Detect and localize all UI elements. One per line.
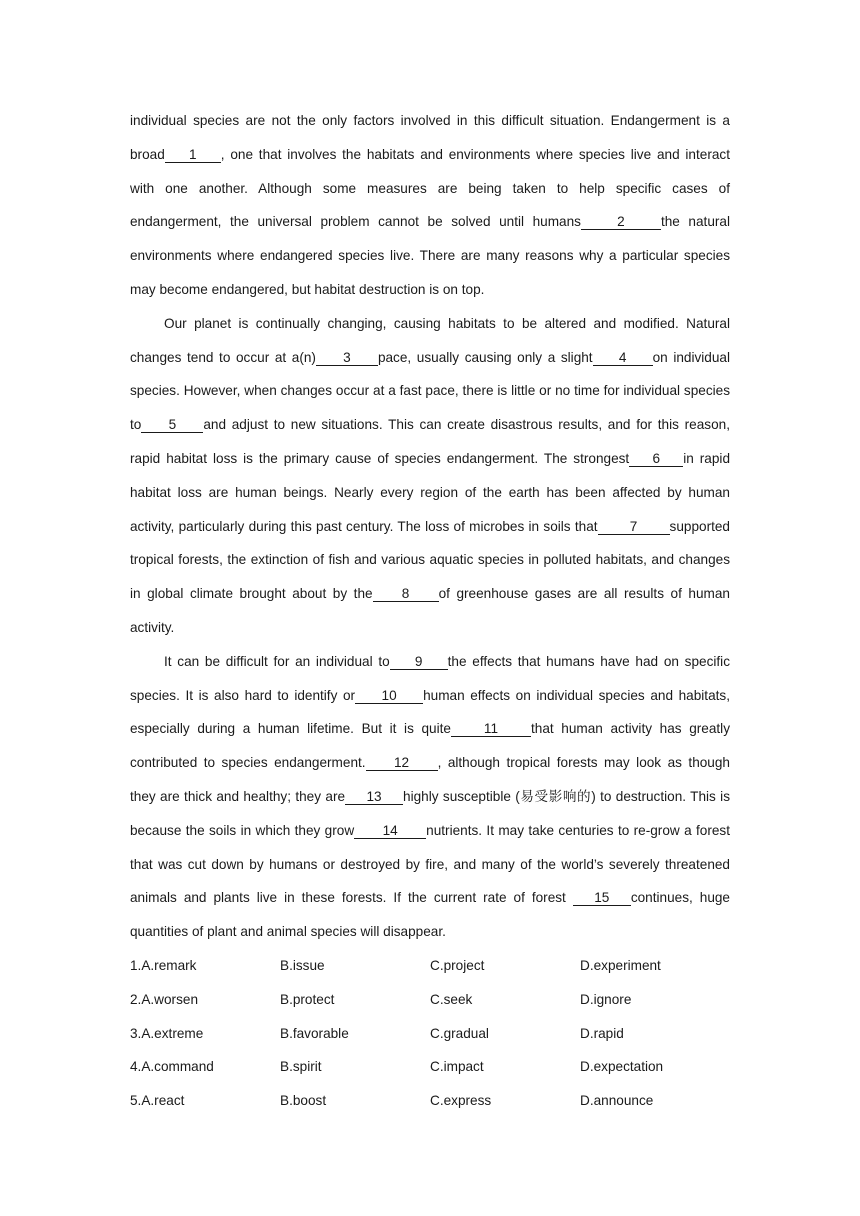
option-row-2: [130, 983, 730, 1017]
passage-text: the effects that humans have had on specific species. It is also hard to identify or: [130, 653, 730, 703]
option-choice[interactable]: 2.A.worsen: [130, 991, 199, 1007]
passage-text: human effects on individual species and habitats, especially during a human lifetime. But it is quite: [130, 687, 730, 737]
option-choice[interactable]: D.experiment: [580, 957, 661, 973]
option-row-3: [130, 1017, 730, 1051]
option-choice[interactable]: C.express: [430, 1093, 492, 1109]
passage-text: in rapid habitat loss are human beings. Nearly every region of the earth has been affected by human activity, particularly during this past century. The loss of microbes in soils that: [130, 450, 731, 534]
option-choice[interactable]: 1.A.remark: [130, 957, 197, 973]
passage-text: continues, huge quantities of plant and animal species will disappear.: [130, 890, 730, 940]
blank-1[interactable]: 1: [165, 147, 221, 163]
option-choice[interactable]: B.favorable: [280, 1025, 349, 1041]
blank-13[interactable]: 13: [345, 789, 403, 805]
blank-6[interactable]: 6: [629, 451, 683, 467]
passage-text: and adjust to new situations. This can create disastrous results, and for this reason, rapid habitat loss is the primary cause of species endangerment. The strongest: [130, 417, 730, 466]
blank-8[interactable]: 8: [373, 586, 439, 602]
option-choice[interactable]: C.impact: [430, 1059, 484, 1075]
blank-14[interactable]: 14: [354, 823, 426, 839]
option-choice[interactable]: B.issue: [280, 957, 325, 973]
passage-text: the natural environments where endangered species live. There are many reasons why a particular species may become endangered, but habitat destruction is on top.: [130, 214, 730, 297]
passage-text: , although tropical forests may look as though they are thick and healthy; they are: [130, 755, 730, 804]
blank-10[interactable]: 10: [355, 688, 423, 704]
blank-11[interactable]: 11: [451, 721, 531, 737]
blank-7[interactable]: 7: [598, 519, 670, 535]
passage-text: nutrients. It may take centuries to re-grow a forest that was cut down by humans or destroyed by fire, and many of the world’s severely threatened animals and plants live in these forests. If the current rate of forest: [130, 822, 730, 906]
option-choice[interactable]: C.project: [430, 957, 485, 973]
option-choice[interactable]: D.expectation: [580, 1059, 664, 1075]
blank-15[interactable]: 15: [573, 890, 631, 906]
passage-text: that human activity has greatly contributed to species endangerment.: [130, 721, 731, 771]
option-choice[interactable]: D.ignore: [580, 991, 632, 1007]
passage: [130, 104, 730, 949]
passage-paragraph: [130, 307, 730, 645]
option-choice[interactable]: C.seek: [430, 991, 473, 1007]
option-choice[interactable]: B.protect: [280, 991, 335, 1007]
blank-3[interactable]: 3: [316, 350, 378, 366]
passage-paragraph: [130, 104, 730, 307]
option-choice[interactable]: B.spirit: [280, 1059, 322, 1075]
option-choice[interactable]: 4.A.command: [130, 1059, 214, 1075]
blank-2[interactable]: 2: [581, 214, 661, 230]
option-choice[interactable]: C.gradual: [430, 1025, 489, 1041]
option-choice[interactable]: D.announce: [580, 1093, 654, 1109]
blank-4[interactable]: 4: [593, 350, 653, 366]
passage-text: of greenhouse gases are all results of human activity.: [130, 586, 730, 635]
passage-text: highly susceptible (易受影响的) to destruction. This is because the soils in which they grow: [130, 788, 730, 838]
passage-text: on individual species. However, when changes occur at a fast pace, there is little or no time for individual species to: [130, 349, 730, 433]
passage-text: Our planet is continually changing, causing habitats to be altered and modified. Natural changes tend to occur at a(n): [130, 315, 730, 365]
option-choice[interactable]: 5.A.react: [130, 1093, 185, 1109]
blank-12[interactable]: 12: [366, 755, 438, 771]
option-choice[interactable]: 3.A.extreme: [130, 1025, 204, 1041]
answer-options: [130, 949, 730, 1118]
option-row-5: [130, 1084, 730, 1118]
option-row-4: [130, 1050, 730, 1084]
document-page: [130, 104, 730, 1118]
passage-text: pace, usually causing only a slight: [377, 349, 593, 365]
option-choice[interactable]: B.boost: [280, 1093, 327, 1109]
blank-5[interactable]: 5: [141, 417, 203, 433]
passage-text: supported tropical forests, the extinction of fish and various aquatic species in polluted habitats, and changes in global climate brought about by the: [130, 518, 730, 602]
option-choice[interactable]: D.rapid: [580, 1025, 624, 1041]
option-row-1: [130, 949, 730, 983]
passage-text: It can be difficult for an individual to: [164, 653, 390, 669]
passage-text: , one that involves the habitats and environments where species live and interact with one another. Although some measures are being taken to help specific cases of endangerment, the universal problem cannot be solved until humans: [130, 146, 730, 230]
passage-text: individual species are not the only factors involved in this difficult situation. Endangerment is a broad: [130, 113, 730, 162]
blank-9[interactable]: 9: [390, 654, 448, 670]
passage-paragraph: [130, 645, 730, 949]
